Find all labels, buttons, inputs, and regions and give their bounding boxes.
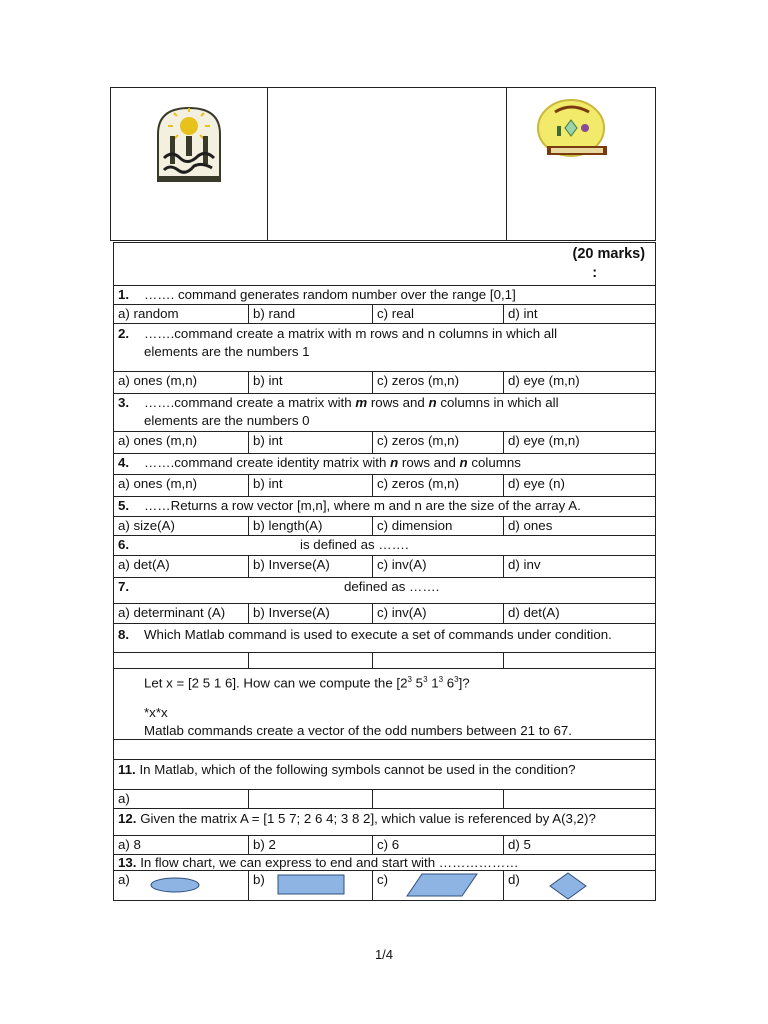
option-c[interactable]: c) 6 [373,836,504,855]
question-text: ……Returns a row vector [m,n], where m and n are the size of the array A. [144,498,581,513]
question-number: 13. [118,855,137,871]
marks-label: (20 marks) [572,246,646,262]
options-row [114,517,656,536]
question-text: defined as ……. [344,579,440,594]
option-d[interactable] [504,653,656,669]
marks-row [114,243,656,286]
page-number: 1/4 [374,947,394,962]
question-number: 7. [118,579,130,594]
assiut-university-logo [154,106,224,182]
option-b[interactable]: b) length(A) [249,517,373,536]
option-b[interactable] [249,653,373,669]
question-number: 11. [118,762,136,778]
option-b[interactable]: b) Inverse(A) [249,556,373,578]
option-a[interactable] [114,871,249,901]
option-label: c) [377,872,389,888]
variable-n: n [428,395,437,410]
question-row [114,809,656,836]
option-c[interactable] [373,871,504,901]
option-b[interactable]: b) int [249,475,373,497]
option-a[interactable]: a) determinant (A) [114,604,249,624]
question-text: …….command create a matrix with m rows and n columns in which all [144,326,558,341]
faculty-of-science-logo [537,98,611,162]
question-row [114,578,656,604]
question-number: 12. [118,811,137,827]
option-d[interactable]: d) 5 [504,836,656,855]
ellipse-shape [150,877,200,893]
question-number: 2. [118,326,130,341]
option-c[interactable] [373,653,504,669]
question-row [114,669,656,740]
question-number: 1. [118,287,130,302]
option-b[interactable]: b) 2 [249,836,373,855]
question-row [114,760,656,790]
option-c[interactable]: c) inv(A) [373,604,504,624]
option-d[interactable] [504,790,656,809]
options-row [114,432,656,454]
option-d[interactable]: d) eye (n) [504,475,656,497]
option-d[interactable]: d) int [504,305,656,324]
question-text: rows and [367,395,429,410]
options-row [114,475,656,497]
question-text: is defined as ……. [300,537,409,552]
option-a[interactable]: a) ones (m,n) [114,475,249,497]
option-b[interactable]: b) int [249,372,373,394]
rectangle-shape [277,874,347,896]
question-row [114,394,656,432]
options-row [114,836,656,855]
variable-n: n [390,455,399,470]
option-d[interactable]: d) ones [504,517,656,536]
header-right-cell [507,88,657,240]
option-b[interactable] [249,871,373,901]
option-c[interactable] [373,790,504,809]
question-row [114,286,656,305]
option-b[interactable]: b) rand [249,305,373,324]
option-c[interactable]: c) zeros (m,n) [373,372,504,394]
option-d[interactable] [504,871,656,901]
question-text-continued: elements are the numbers 1 [144,344,310,359]
option-b[interactable]: b) int [249,432,373,454]
question-text: columns [467,455,521,470]
question-number: 6. [118,537,130,552]
option-b[interactable]: b) Inverse(A) [249,604,373,624]
option-a[interactable]: a) ones (m,n) [114,432,249,454]
option-a[interactable]: a) det(A) [114,556,249,578]
variable-m: m [355,395,368,410]
question-text-continued: elements are the numbers 0 [144,413,310,428]
exam-questions-table [113,242,656,901]
option-a[interactable]: a) random [114,305,249,324]
options-row [114,372,656,394]
option-c[interactable]: c) zeros (m,n) [373,475,504,497]
question-row [114,324,656,372]
question-row [114,624,656,653]
marks-colon: : [592,265,598,281]
option-d[interactable]: d) eye (m,n) [504,372,656,394]
question-text: ……. command generates random number over the range [0,1] [144,287,516,302]
option-d[interactable]: d) inv [504,556,656,578]
options-row [114,556,656,578]
question-text: Given the matrix A = [1 5 7; 2 6 4; 3 8 2], which value is referenced by A(3,2)? [136,811,596,827]
question-number: 4. [118,455,130,470]
question-text: In Matlab, which of the following symbols cannot be used in the condition? [135,762,576,778]
options-row [114,653,656,669]
option-a[interactable]: a) [114,790,249,809]
parallelogram-shape [406,873,478,897]
question-text: Let x = [2 5 1 6]. How can we compute the [$2^3$ $5^3$ $1^3$ $6^3$]? [144,675,470,691]
option-label: a) [118,872,130,888]
question-text: Which Matlab command is used to execute a set of commands under condition. [144,627,612,642]
option-d[interactable]: d) det(A) [504,604,656,624]
option-c[interactable]: c) dimension [373,517,504,536]
question-row [114,454,656,475]
question-row [114,497,656,517]
option-a[interactable]: a) size(A) [114,517,249,536]
option-b[interactable] [249,790,373,809]
option-label: b) [253,872,265,888]
option-c[interactable]: c) inv(A) [373,556,504,578]
header-left-cell [111,88,268,240]
question-text: …….command create identity matrix with [144,455,391,470]
question-text: Matlab commands create a vector of the odd numbers between 21 to 67. [144,723,572,739]
exam-header-box [110,87,656,241]
option-a[interactable]: a) 8 [114,836,249,855]
options-row [114,604,656,624]
question-text: …….command create a matrix with [144,395,356,410]
question-text: *x*x [144,705,168,721]
option-d[interactable]: d) eye (m,n) [504,432,656,454]
question-text: rows and [398,455,460,470]
option-a[interactable]: a) ones (m,n) [114,372,249,394]
blank-row [114,740,656,760]
options-row [114,790,656,809]
question-number: 5. [118,498,130,513]
option-a[interactable] [114,653,249,669]
options-row [114,871,656,901]
question-row [114,536,656,556]
question-row [114,855,656,871]
header-middle-cell [268,88,507,240]
question-number: 3. [118,395,130,410]
option-c[interactable]: c) zeros (m,n) [373,432,504,454]
variable-n: n [459,455,468,470]
question-text: columns in which all [436,395,559,410]
diamond-shape [549,872,587,900]
options-row [114,305,656,324]
question-text: In flow chart, we can express to end and start with ……………… [136,855,519,871]
option-label: d) [508,872,520,888]
option-c[interactable]: c) real [373,305,504,324]
question-number: 8. [118,627,130,642]
